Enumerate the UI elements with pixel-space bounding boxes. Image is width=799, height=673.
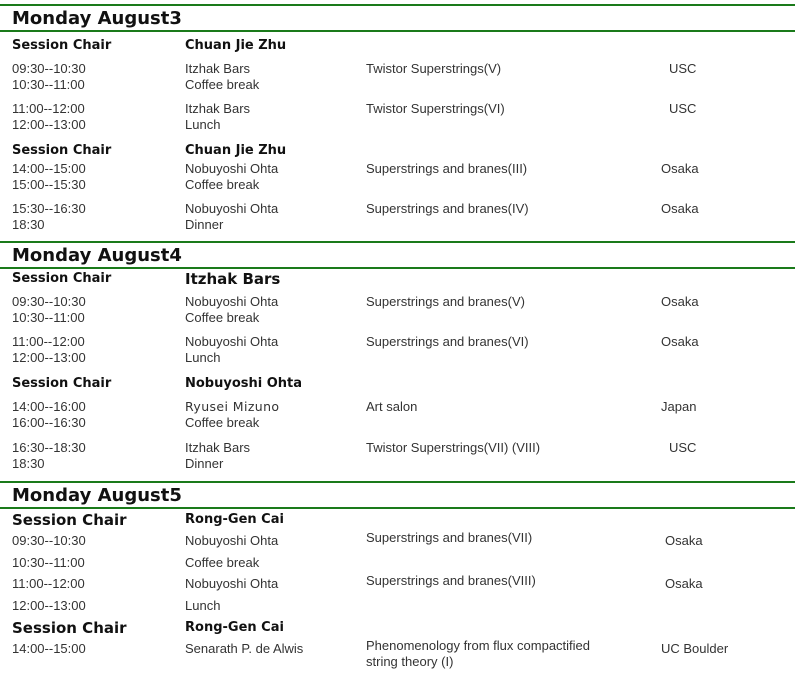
row-time: 16:30--18:30	[12, 440, 86, 455]
row-institution: USC	[669, 440, 697, 455]
row-time: 12:00--13:00	[12, 350, 86, 365]
row-institution: Osaka	[661, 334, 699, 349]
row-talk-title: Superstrings and branes(VII)	[366, 530, 533, 545]
row-speaker: Coffee break	[185, 77, 260, 92]
row-institution: Osaka	[661, 161, 699, 176]
day-header	[0, 4, 795, 32]
session-chair-name: Chuan Jie Zhu	[185, 38, 287, 53]
row-speaker: Dinner	[185, 217, 224, 232]
row-speaker: Coffee break	[185, 177, 260, 192]
row-speaker: Itzhak Bars	[185, 101, 251, 116]
row-talk-title: Superstrings and branes(VIII)	[366, 573, 536, 588]
row-time: 09:30--10:30	[12, 533, 86, 548]
day-header	[0, 481, 795, 509]
row-time: 12:00--13:00	[12, 117, 86, 132]
session-chair-label: Session Chair	[12, 619, 127, 637]
row-time: 12:00--13:00	[12, 598, 86, 613]
session-chair-name: Chuan Jie Zhu	[185, 143, 287, 158]
row-talk-title: Superstrings and branes(VI)	[366, 334, 529, 349]
row-time: 09:30--10:30	[12, 61, 86, 76]
row-time: 10:30--11:00	[12, 555, 85, 570]
session-chair-name: Rong-Gen Cai	[185, 512, 284, 527]
row-institution: Osaka	[661, 201, 699, 216]
session-chair-name: Itzhak Bars	[185, 270, 281, 288]
row-speaker: Nobuyoshi Ohta	[185, 294, 279, 309]
row-time: 14:00--15:00	[12, 641, 86, 656]
session-chair-label: Session Chair	[12, 143, 112, 158]
row-talk-title: Phenomenology from flux compactified	[366, 638, 591, 653]
row-time: 16:00--16:30	[12, 415, 86, 430]
row-time: 18:30	[12, 217, 45, 232]
session-chair-label: Session Chair	[12, 511, 127, 529]
row-speaker: Lunch	[185, 350, 221, 365]
row-speaker: Nobuyoshi Ohta	[185, 576, 279, 591]
row-talk-title-line2: string theory (I)	[366, 654, 454, 669]
row-institution: Japan	[661, 399, 697, 414]
row-speaker: Ryusei Mizuno	[185, 399, 280, 414]
day-title: Monday August3	[12, 8, 182, 29]
row-institution: Osaka	[665, 533, 703, 548]
session-chair-label: Session Chair	[12, 38, 112, 53]
row-time: 11:00--12:00	[12, 334, 85, 349]
row-speaker: Lunch	[185, 117, 221, 132]
row-speaker: Coffee break	[185, 415, 260, 430]
day-title: Monday August4	[12, 245, 182, 266]
row-institution: Osaka	[661, 294, 699, 309]
row-talk-title: Superstrings and branes(V)	[366, 294, 525, 309]
day-title: Monday August5	[12, 485, 182, 506]
row-talk-title: Twistor Superstrings(V)	[366, 61, 502, 76]
row-time: 14:00--16:00	[12, 399, 86, 414]
row-speaker: Dinner	[185, 456, 224, 471]
row-talk-title: Twistor Superstrings(VI)	[366, 101, 505, 116]
row-time: 10:30--11:00	[12, 310, 85, 325]
row-institution: Osaka	[665, 576, 703, 591]
row-speaker: Nobuyoshi Ohta	[185, 201, 279, 216]
row-speaker: Nobuyoshi Ohta	[185, 533, 279, 548]
session-chair-label: Session Chair	[12, 376, 112, 391]
row-institution: UC Boulder	[661, 641, 729, 656]
row-time: 15:00--15:30	[12, 177, 86, 192]
row-speaker: Lunch	[185, 598, 221, 613]
row-speaker: Coffee break	[185, 310, 260, 325]
row-institution: USC	[669, 101, 697, 116]
row-talk-title: Art salon	[366, 399, 418, 414]
row-institution: USC	[669, 61, 697, 76]
row-time: 11:00--12:00	[12, 101, 85, 116]
day-header	[0, 241, 795, 269]
row-time: 15:30--16:30	[12, 201, 86, 216]
row-time: 09:30--10:30	[12, 294, 86, 309]
row-time: 10:30--11:00	[12, 77, 85, 92]
row-speaker: Senarath P. de Alwis	[185, 641, 304, 656]
row-speaker: Coffee break	[185, 555, 260, 570]
row-talk-title: Superstrings and branes(IV)	[366, 201, 529, 216]
row-speaker: Itzhak Bars	[185, 61, 251, 76]
row-time: 14:00--15:00	[12, 161, 86, 176]
session-chair-label: Session Chair	[12, 271, 112, 286]
row-speaker: Nobuyoshi Ohta	[185, 161, 279, 176]
row-talk-title: Twistor Superstrings(VII) (VIII)	[366, 440, 541, 455]
row-speaker: Nobuyoshi Ohta	[185, 334, 279, 349]
session-chair-name: Nobuyoshi Ohta	[185, 376, 303, 391]
row-time: 18:30	[12, 456, 45, 471]
session-chair-name: Rong-Gen Cai	[185, 620, 284, 635]
row-talk-title: Superstrings and branes(III)	[366, 161, 528, 176]
row-speaker: Itzhak Bars	[185, 440, 251, 455]
row-time: 11:00--12:00	[12, 576, 85, 591]
